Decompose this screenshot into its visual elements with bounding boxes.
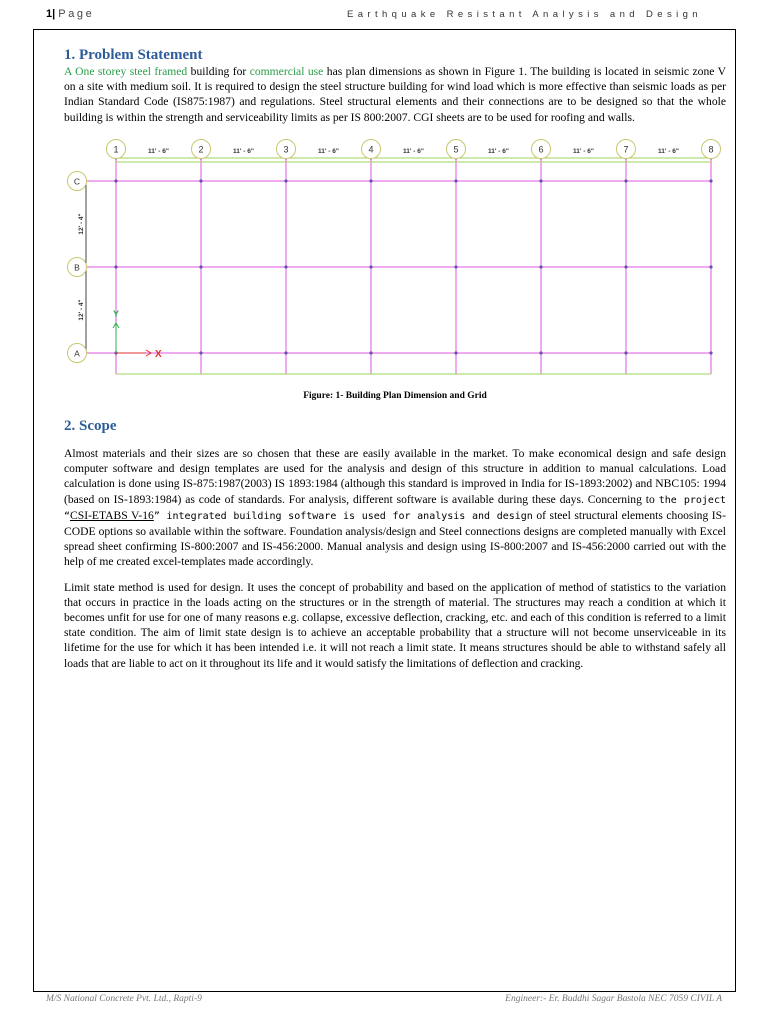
grid-node — [284, 265, 287, 268]
section-heading-1: 1. Problem Statement — [64, 47, 203, 63]
grid-node — [539, 179, 542, 182]
column-label: 5 — [453, 144, 459, 155]
problem-paragraph — [64, 64, 726, 125]
page-footer — [46, 994, 722, 1006]
bay-dimension-label: 11' - 6" — [148, 148, 169, 155]
paragraph-text-mono: ” integrated building software is used for analysis and design — [153, 510, 533, 522]
grid-node — [199, 179, 202, 182]
grid-node — [624, 351, 627, 354]
grid-node — [369, 351, 372, 354]
row-label: C — [73, 176, 81, 187]
bay-dimension-label: 11' - 6" — [233, 148, 254, 155]
grid-node — [454, 179, 457, 182]
paragraph-text-mono: the project “ — [64, 494, 726, 522]
grid-node — [284, 351, 287, 354]
grid-node — [709, 179, 712, 182]
paragraph-text: building for — [187, 65, 250, 78]
section-heading-2: 2. Scope — [64, 418, 117, 434]
bay-dimension-label: 11' - 6" — [318, 148, 339, 155]
footer-engineer: Engineer:- Er. Buddhi Sagar Bastola NEC 7059 CIVIL A — [505, 994, 722, 1004]
plan-grid-svg — [64, 138, 732, 384]
row-label: A — [74, 348, 80, 359]
grid-node — [539, 351, 542, 354]
bay-dimension-label: 11' - 6" — [488, 148, 509, 155]
grid-node — [114, 265, 117, 268]
page-number — [46, 8, 94, 20]
figure-caption: Figure: 1- Building Plan Dimension and Grid — [303, 391, 487, 401]
grid-node — [624, 265, 627, 268]
row-label: B — [74, 262, 80, 273]
page-number-separator: | — [52, 8, 56, 20]
paragraph-text: of steel structural elements choosing IS-CODE options so available within the software. Foundation analysis/design and Steel connections designs are completed manually with Excel spread sheet confirming IS-800:2007 and IS-456:2000. Manual analysis and design using IS-800:2007 and IS-456:2000 carried out with the help of me created excel-templates made accordingly. — [64, 508, 726, 569]
scope-paragraph-2: Limit state method is used for design. It uses the concept of probability and based on the application of method of statistics to the variation that occurs in practice in the loads acting on the structures or in the strength of material. The structures may reach a condition at which it becomes unfit for use for one of many reasons e.g. collapse, excessive deflection, cracking, etc. and each of this condition is referred to a limit state condition. The aim of limit state design is to achieve an acceptable probability that a structure will not become unserviceable in its lifetime for the use for which it has been intended i.e. it will not reach a limit state. It means structures should be able to withstand safely all loads that are liable to act on it throughout its life and it would satisfy the limitations of deflection and cracking. — [64, 580, 726, 670]
highlight-use: commercial use — [249, 65, 324, 78]
column-label: 1 — [113, 144, 119, 155]
axis-y-label: Y — [112, 309, 120, 319]
column-label: 4 — [368, 144, 374, 155]
column-label: 6 — [538, 144, 544, 155]
page-number-value: 1 — [46, 8, 53, 20]
grid-node — [199, 351, 202, 354]
column-label: 7 — [623, 144, 629, 155]
bay-dimension-label: 11' - 6" — [403, 148, 424, 155]
bay-dimension-label: 11' - 6" — [658, 148, 679, 155]
bay-dimension-label: 11' - 6" — [573, 148, 594, 155]
building-plan-figure — [64, 138, 732, 384]
grid-node — [284, 179, 287, 182]
row-dimension-label: 12' - 4" — [78, 299, 85, 321]
grid-node — [454, 265, 457, 268]
footer-company: M/S National Concrete Pvt. Ltd., Rapti-9 — [46, 994, 202, 1004]
highlight-building-type: A One storey steel framed — [64, 65, 188, 78]
section-problem-statement — [64, 46, 726, 125]
column-label: 8 — [708, 144, 714, 155]
grid-node — [114, 179, 117, 182]
row-dimension-label: 12' - 4" — [78, 213, 85, 235]
grid-node — [709, 351, 712, 354]
column-label: 2 — [198, 144, 204, 155]
grid-node — [199, 265, 202, 268]
page-word: Page — [58, 8, 95, 20]
scope-paragraph-1 — [64, 446, 726, 570]
grid-node — [709, 265, 712, 268]
grid-node — [539, 265, 542, 268]
paragraph-text: has plan dimensions as shown in Figure 1. The building is located in seismic zone V on a site with medium soil. It is required to design the steel structure building for wind load which is more effective than seismic loads as per Indian Standard Code (IS875:1987) and regulations. Steel structural elements and their connections are to be designed so that the whole building is within the strength and serviceability limits as per IS 800:2007. CGI sheets are to be used for roofing and walls. — [64, 65, 726, 124]
section-scope — [64, 417, 726, 671]
page-header — [46, 8, 716, 26]
grid-node — [624, 179, 627, 182]
axis-x-label: X — [155, 349, 162, 360]
grid-node — [369, 179, 372, 182]
software-name: CSI-ETABS V-16 — [70, 508, 154, 522]
grid-node — [454, 351, 457, 354]
paragraph-text: Almost materials and their sizes are so chosen that these are easily available in the market. To make economical design and safe design computer software and design templates are used for the analysis and design of this structure in addition to manual calculations. Load calculation is done using IS-875:1987(2003) IS 1893:1984 (although this standard is improved in India for IS-1893:2002) and NBC105: 1994 (based on IS-1893:1984) as code of standards. For analysis, different software is available during these days. Concerning to — [64, 447, 726, 506]
column-label: 3 — [283, 144, 289, 155]
grid-node — [369, 265, 372, 268]
running-title: Earthquake Resistant Analysis and Design — [346, 9, 702, 20]
